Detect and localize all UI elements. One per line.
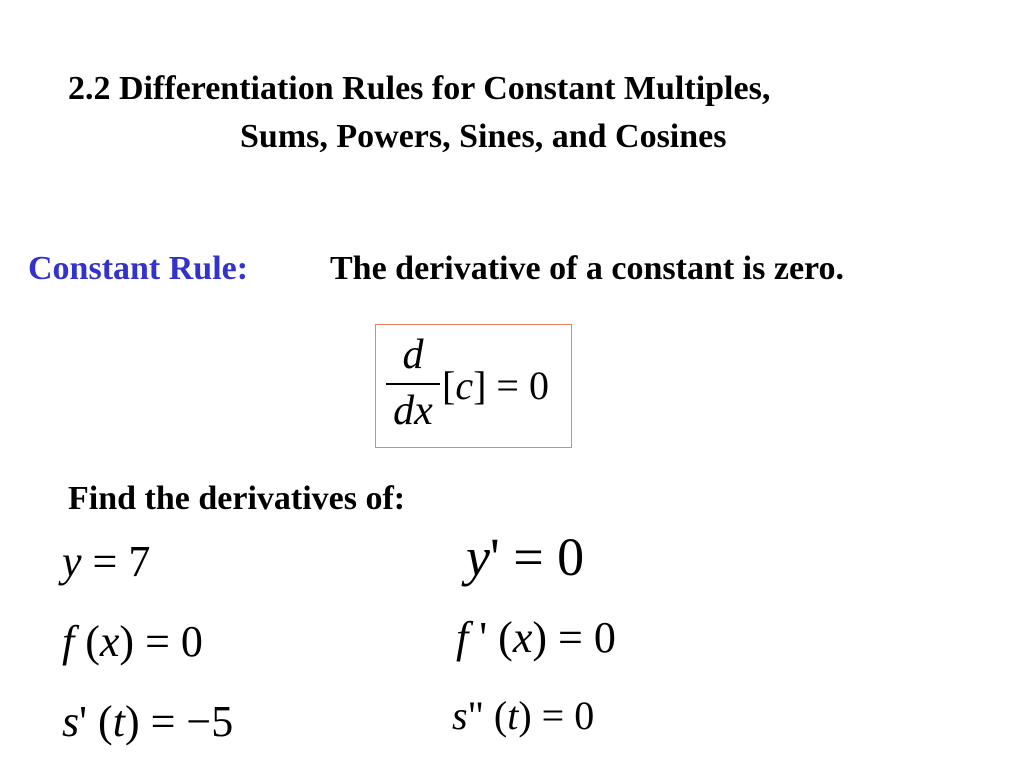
bracket-close-equals-zero: ] = 0 — [473, 363, 549, 408]
problem-1-rest: = 7 — [81, 537, 151, 586]
answer-2 — [456, 612, 616, 663]
answer-2-function: f — [456, 613, 469, 662]
answer-3 — [452, 692, 594, 739]
fraction-denominator: dx — [393, 388, 433, 434]
constant-rule-label: Constant Rule: — [28, 250, 249, 287]
problem-1 — [62, 536, 150, 587]
answer-2-open: ' ( — [468, 613, 513, 662]
problem-2-function: f — [62, 617, 75, 666]
problem-1-function: y — [62, 537, 82, 586]
problem-3-rest: ) = −5 — [124, 697, 234, 746]
problem-3 — [62, 696, 233, 747]
problem-2 — [62, 616, 203, 667]
problem-2-variable: x — [99, 617, 120, 666]
answer-2-rest: ) = 0 — [532, 613, 616, 662]
answer-1-rest: ' = 0 — [489, 527, 585, 587]
answer-2-variable: x — [512, 613, 533, 662]
answer-1 — [466, 526, 584, 588]
exercise-prompt: Find the derivatives of: — [68, 480, 406, 517]
answer-3-open: " ( — [467, 693, 508, 738]
problem-2-open: ( — [74, 617, 100, 666]
answer-3-function: s — [452, 693, 468, 738]
answer-3-rest: ) = 0 — [518, 693, 595, 738]
derivative-operator — [386, 331, 440, 435]
constant-rule-formula — [375, 324, 572, 448]
fraction-bar — [386, 383, 440, 385]
problem-2-rest: ) = 0 — [119, 617, 203, 666]
constant-rule-statement: The derivative of a constant is zero. — [330, 250, 845, 287]
title-line-1: 2.2 Differentiation Rules for Constant Multiples, — [68, 70, 771, 107]
constant-variable: c — [455, 363, 474, 408]
bracket-open: [ — [442, 363, 456, 408]
answer-3-variable: t — [507, 693, 519, 738]
problem-3-function: s — [62, 697, 80, 746]
fraction-numerator: d — [402, 332, 424, 378]
problem-3-variable: t — [112, 697, 125, 746]
formula-rhs — [442, 362, 549, 409]
title-line-2: Sums, Powers, Sines, and Cosines — [240, 118, 727, 155]
problem-3-open: ' ( — [79, 697, 113, 746]
answer-1-function: y — [466, 527, 490, 587]
